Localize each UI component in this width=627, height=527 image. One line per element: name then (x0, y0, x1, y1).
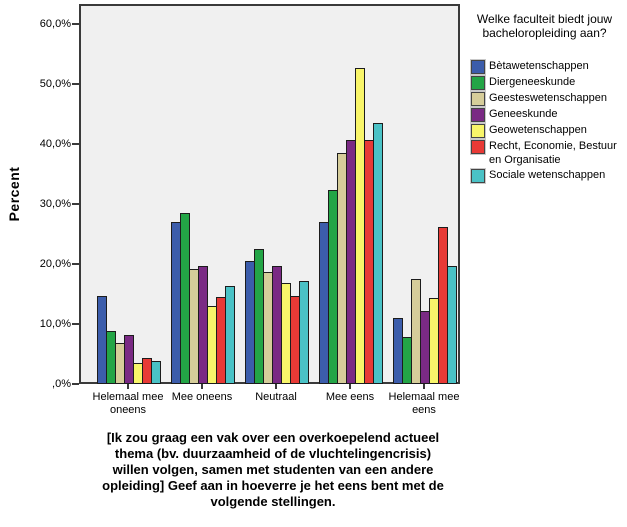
legend-item-label: Diergeneeskunde (489, 76, 576, 88)
y-tick-label: 40,0% (39, 137, 71, 150)
y-tick-label: 60,0% (39, 17, 71, 30)
y-tick-mark (72, 383, 79, 385)
y-tick-mark (72, 263, 79, 265)
bar-7-cat-5 (447, 266, 457, 384)
legend-item-label: Sociale wetenschappen (489, 169, 606, 181)
bar-7-cat-1 (151, 361, 161, 384)
legend-swatch-icon (471, 169, 485, 183)
bar-7-cat-4 (373, 123, 383, 384)
legend-swatch-icon (471, 108, 485, 122)
legend-swatch-icon (471, 124, 485, 138)
legend-items (471, 60, 623, 185)
y-tick-label: 20,0% (39, 257, 71, 270)
chart-caption: [Ik zou graag een vak over een overkoepelend actueel thema (bv. duurzaamheid of de vluchtelingencrisis) willen volgen, samen met studenten van een andere opleiding] Geef aan in hoeverre je het eens bent met de volgende stellingen. (102, 430, 444, 509)
legend-item (471, 124, 623, 138)
legend-item (471, 108, 623, 122)
y-tick-mark (72, 323, 79, 325)
y-axis-title: Percent (6, 166, 22, 222)
x-axis-category-label: Neutraal (255, 391, 297, 403)
legend-swatch-icon (471, 92, 485, 106)
y-tick-mark (72, 83, 79, 85)
y-tick-label: 50,0% (39, 77, 71, 90)
legend-item (471, 60, 623, 74)
bar-7-cat-3 (299, 281, 309, 384)
y-tick-mark (72, 203, 79, 205)
legend-item (471, 92, 623, 106)
legend-title: Welke faculteit biedt jouw bacheloropleiding aan? (476, 12, 613, 40)
y-tick-mark (72, 23, 79, 25)
legend-item-label: Geowetenschappen (489, 124, 587, 136)
legend-item (471, 140, 623, 167)
bar-7-cat-2 (225, 286, 235, 384)
x-tick-mark (275, 384, 277, 389)
legend-swatch-icon (471, 76, 485, 90)
legend-item-label: Bètawetenschappen (489, 60, 589, 72)
y-tick-label: 30,0% (39, 197, 71, 210)
legend-item-label: Geneeskunde (489, 108, 558, 120)
legend-swatch-icon (471, 140, 485, 154)
x-tick-mark (201, 384, 203, 389)
x-axis-category-label: Helemaal mee eens (388, 391, 460, 416)
y-tick-label: 10,0% (39, 317, 71, 330)
legend-item-label: Recht, Economie, Bestuur en Organisatie (489, 140, 617, 166)
x-axis-category-label: Helemaal mee oneens (92, 391, 164, 416)
x-axis-category-label: Mee oneens (171, 391, 233, 403)
x-tick-mark (127, 384, 129, 389)
x-tick-mark (349, 384, 351, 389)
x-axis-category-label: Mee eens (325, 391, 375, 403)
y-tick-label: ,0% (52, 378, 71, 390)
legend-item-label: Geesteswetenschappen (489, 92, 608, 104)
x-tick-mark (423, 384, 425, 389)
y-tick-mark (72, 143, 79, 145)
legend-item (471, 169, 623, 183)
legend-item (471, 76, 623, 90)
legend-swatch-icon (471, 60, 485, 74)
